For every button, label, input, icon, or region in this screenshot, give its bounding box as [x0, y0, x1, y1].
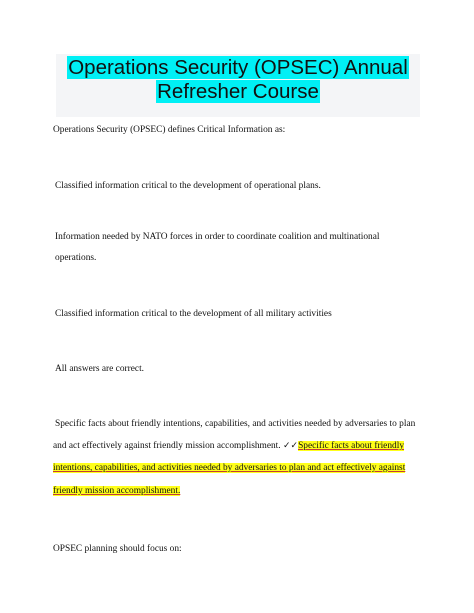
check-mark-icon: ✓✓ [282, 441, 299, 451]
option-e-line-2-text: and act effectively against friendly mission accomplishment. [53, 441, 281, 451]
option-e-line-2 [53, 440, 404, 452]
answer-line-2-row [53, 462, 405, 474]
answer-line-2: intentions, capabilities, and activities needed by adversaries to plan and act effectively against [53, 463, 406, 473]
option-d: All answers are correct. [55, 364, 145, 374]
title-line-1: Operations Security (OPSEC) Annual [68, 56, 408, 79]
option-b-line-2: operations. [55, 253, 97, 263]
answer-line-3: friendly mission accomplishment. [53, 486, 181, 496]
answer-line-3-row [53, 485, 180, 497]
question-2: OPSEC planning should focus on: [53, 544, 182, 554]
option-a: Classified information critical to the development of operational plans. [55, 181, 321, 191]
title-box [56, 54, 420, 117]
answer-line-1: Specific facts about friendly [298, 441, 405, 451]
question-1: Operations Security (OPSEC) defines Critical Information as: [53, 125, 286, 135]
option-b-line-1: Information needed by NATO forces in order to coordinate coalition and multinational [55, 232, 380, 242]
title-line-2: Refresher Course [157, 80, 319, 103]
option-e-line-1: Specific facts about friendly intentions, capabilities, and activities needed by adversaries to plan [55, 419, 416, 429]
document-title [56, 56, 420, 104]
option-c: Classified information critical to the development of all military activities [55, 309, 332, 319]
